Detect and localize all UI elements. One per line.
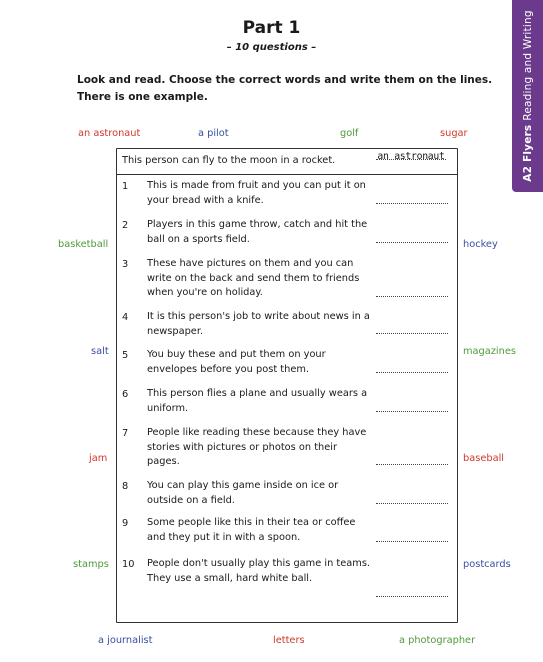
- word-baseball: baseball: [463, 453, 505, 464]
- question-number: 10: [122, 559, 135, 570]
- level-name: A2 Flyers: [521, 124, 534, 182]
- word-a-photographer: a photographer: [399, 635, 476, 646]
- word-salt: salt: [91, 346, 109, 357]
- example-answer-line: [376, 159, 446, 160]
- example-divider: [116, 174, 458, 175]
- question-text: You buy these and put them on your envelopes before you post them.: [147, 349, 326, 375]
- word-magazines: magazines: [463, 346, 516, 357]
- word-letters: letters: [273, 635, 305, 646]
- question-number: 4: [122, 312, 129, 323]
- answer-line-6[interactable]: [376, 411, 448, 412]
- question-number: 7: [122, 428, 129, 439]
- question-number: 9: [122, 518, 129, 529]
- answer-line-9[interactable]: [376, 541, 448, 542]
- question-text: This person flies a plane and usually wears a uniform.: [147, 388, 368, 414]
- question-text: You can play this game inside on ice or outside on a field.: [147, 480, 339, 506]
- answer-line-7[interactable]: [376, 464, 448, 465]
- answer-line-5[interactable]: [376, 372, 448, 373]
- answer-line-4[interactable]: [376, 333, 448, 334]
- question-number: 5: [122, 350, 129, 361]
- word-golf: golf: [340, 128, 359, 139]
- question-number: 3: [122, 259, 129, 270]
- page-title: Part 1: [242, 18, 301, 38]
- answer-line-10[interactable]: [376, 596, 448, 597]
- answer-line-8[interactable]: [376, 503, 448, 504]
- question-text: Some people like this in their tea or coffee and they put it in with a spoon.: [147, 517, 356, 543]
- answer-line-1[interactable]: [376, 203, 448, 204]
- question-text: This is made from fruit and you can put it on your bread with a knife.: [147, 180, 366, 206]
- answer-line-2[interactable]: [376, 242, 448, 243]
- example-answer: an astronaut: [377, 151, 445, 162]
- word-postcards: postcards: [463, 559, 511, 570]
- question-number: 1: [122, 181, 129, 192]
- page-subtitle: – 10 questions –: [226, 42, 317, 53]
- word-basketball: basketball: [58, 239, 109, 250]
- question-number: 2: [122, 220, 129, 231]
- word-stamps: stamps: [73, 559, 109, 570]
- section-name: Reading and Writing: [521, 10, 534, 121]
- word-an-astronaut: an astronaut: [78, 128, 141, 139]
- question-text: Players in this game throw, catch and hit the ball on a sports field.: [147, 219, 368, 245]
- question-number: 8: [122, 481, 129, 492]
- word-a-pilot: a pilot: [198, 128, 229, 139]
- word-jam: jam: [89, 453, 108, 464]
- question-text: These have pictures on them and you can write on the back and send them to friends when you're on holiday.: [147, 258, 360, 298]
- word-hockey: hockey: [463, 239, 498, 250]
- instructions: Look and read. Choose the correct words and write them on the lines. There is one example.: [77, 74, 493, 103]
- question-text: It is this person's job to write about news in a newspaper.: [147, 311, 370, 337]
- question-text: People like reading these because they have stories with pictures or photos on their pages.: [147, 427, 367, 467]
- question-number: 6: [122, 389, 129, 400]
- example-text: This person can fly to the moon in a rocket.: [122, 155, 336, 166]
- word-sugar: sugar: [440, 128, 468, 139]
- word-a-journalist: a journalist: [98, 635, 153, 646]
- question-text: People don't usually play this game in teams. They use a small, hard white ball.: [147, 558, 371, 584]
- answer-line-3[interactable]: [376, 296, 448, 297]
